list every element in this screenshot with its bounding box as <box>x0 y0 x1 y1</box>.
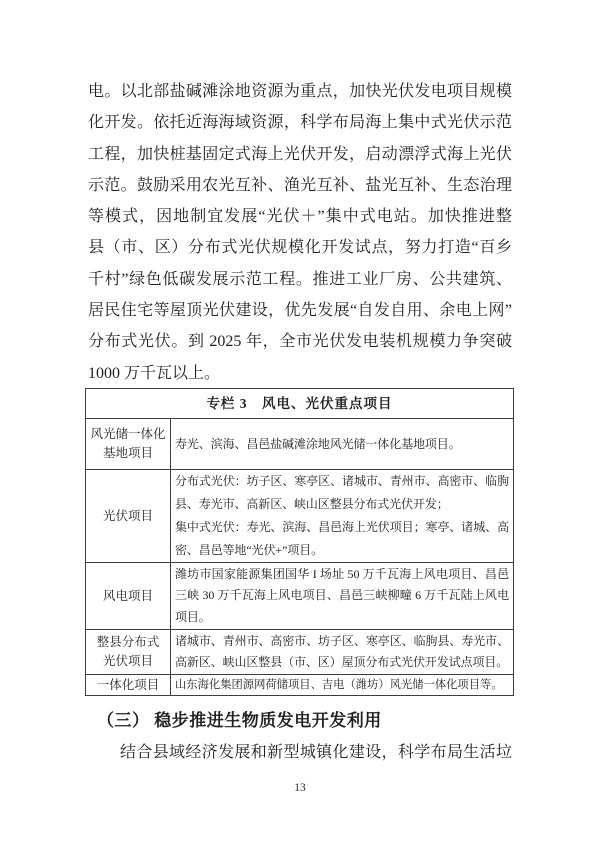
row-label-line: 光伏项目 <box>102 508 153 523</box>
table-row <box>86 418 513 469</box>
body-line: 1000 万千瓦以上。 <box>88 364 221 382</box>
row-content-paragraph: 分布式光伏：坊子区、寒亭区、诸城市、青州市、高密市、临朐县、寿光市、高新区、峡山区整县分布式光伏开发； <box>175 474 509 511</box>
row-content <box>171 675 513 695</box>
row-label-line: 一体化项目 <box>96 677 160 692</box>
row-content <box>171 419 513 469</box>
body-line: 电。以北部盐碱滩涂地资源为重点，加快光伏发电项目规模 <box>88 83 512 100</box>
row-label-line: 风电项目 <box>102 588 153 603</box>
body-line: 工程，加快桩基固定式海上光伏开发，启动漂浮式海上光伏 <box>88 145 512 163</box>
row-content-paragraph: 潍坊市国家能源集团国华 I 场址 50 万千瓦海上风电项目、昌邑三峡 30 万千瓦海上风电项目、昌邑三峡柳疃 6 万千瓦陆上风电项目。 <box>175 566 509 624</box>
row-label-line: 风光储一体化 <box>90 427 166 441</box>
row-label <box>86 563 171 629</box>
row-content-paragraph: 寿光、滨海、昌邑盐碱滩涂地风光储一体化基地项目。 <box>175 437 461 451</box>
row-label <box>86 419 171 469</box>
closing-paragraph: 结合县域经济发展和新型城镇化建设，科学布局生活垃 <box>120 744 512 761</box>
row-label-line: 整县分布式 <box>96 635 160 649</box>
body-line: 示范。鼓励采用农光互补、渔光互补、盐光互补、生态治理 <box>88 176 512 194</box>
row-label <box>86 675 171 695</box>
row-label <box>86 630 171 674</box>
table-row <box>86 674 513 695</box>
row-content-paragraph: 山东海化集团源网荷储项目、吉电（潍坊）风光储一体化项目等。 <box>175 678 503 691</box>
row-content <box>171 470 513 562</box>
row-content-paragraph: 集中式光伏：寿光、滨海、昌邑海上光伏项目；寒亭、诸城、高密、昌邑等地“光伏+”项目。 <box>175 520 509 557</box>
body-paragraph <box>88 76 512 389</box>
table-row <box>86 629 513 674</box>
table-row <box>86 562 513 629</box>
body-line: 千村”绿色低碳发展示范工程。推进工业厂房、公共建筑、 <box>88 270 512 288</box>
body-line: 县（市、区）分布式光伏规模化开发试点，努力打造“百乡 <box>88 239 512 257</box>
section-heading: （三） 稳步推进生物质发电开发利用 <box>97 711 382 730</box>
page-number: 13 <box>294 782 306 794</box>
body-line: 分布式光伏。到 2025 年，全市光伏发电装机规模力争突破 <box>88 333 512 351</box>
row-label-line: 基地项目 <box>102 446 153 460</box>
body-line: 居民住宅等屋顶光伏建设，优先发展“自发自用、余电上网” <box>88 302 512 320</box>
body-line: 等模式，因地制宜发展“光伏＋”集中式电站。加快推进整 <box>88 208 512 226</box>
row-label <box>86 470 171 562</box>
row-content <box>171 563 513 629</box>
body-line: 化开发。依托近海海域资源，科学布局海上集中式光伏示范 <box>88 114 512 132</box>
row-content-paragraph: 诸城市、青州市、高密市、坊子区、寒亭区、临朐县、寿光市、高新区、峡山区整县（市、区）屋顶分布式光伏开发试点项目。 <box>175 634 509 669</box>
row-content <box>171 630 513 674</box>
row-label-line: 光伏项目 <box>102 654 153 668</box>
panel-table <box>85 388 514 696</box>
table-title: 专栏 3 风电、光伏重点项目 <box>206 396 393 411</box>
table-row <box>86 469 513 562</box>
